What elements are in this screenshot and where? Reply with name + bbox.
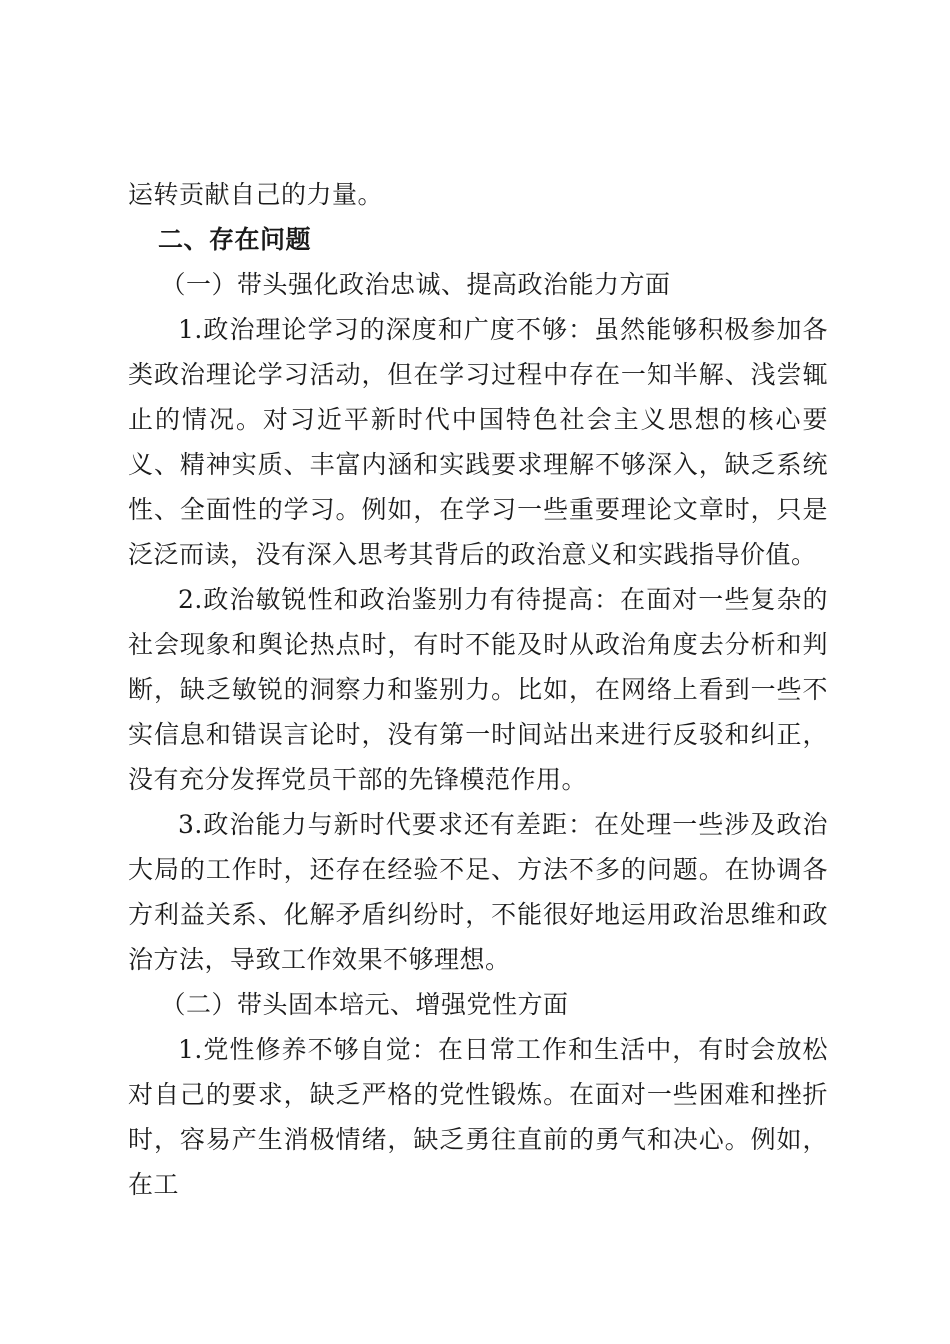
- paragraph-1-3: 3.政治能力与新时代要求还有差距：在处理一些涉及政治大局的工作时，还存在经验不足、方法不多的问题。在协调各方利益关系、化解矛盾纠纷时，不能很好地运用政治思维和政治方法，导致工作效果不够理想。: [128, 810, 828, 974]
- paragraph-2-1: 1.党性修养不够自觉：在日常工作和生活中，有时会放松对自己的要求，缺乏严格的党性锻炼。在面对一些困难和挫折时，容易产生消极情绪，缺乏勇往直前的勇气和决心。例如，在工: [128, 1035, 828, 1199]
- continuation-paragraph: 运转贡献自己的力量。: [128, 180, 384, 209]
- document-body: [128, 172, 828, 1207]
- paragraph-1-2: 2.政治敏锐性和政治鉴别力有待提高：在面对一些复杂的社会现象和舆论热点时，有时不能及时从政治角度去分析和判断，缺乏敏锐的洞察力和鉴别力。比如，在网络上看到一些不实信息和错误言论时，没有第一时间站出来进行反驳和纠正，没有充分发挥党员干部的先锋模范作用。: [128, 585, 828, 794]
- paragraph-1-1: 1.政治理论学习的深度和广度不够：虽然能够积极参加各类政治理论学习活动，但在学习过程中存在一知半解、浅尝辄止的情况。对习近平新时代中国特色社会主义思想的核心要义、精神实质、丰富内涵和实践要求理解不够深入，缺乏系统性、全面性的学习。例如，在学习一些重要理论文章时，只是泛泛而读，没有深入思考其背后的政治意义和实践指导价值。: [128, 315, 828, 569]
- subsection-heading-2: （二）带头固本培元、增强党性方面: [160, 990, 569, 1019]
- section-heading: 二、存在问题: [158, 225, 312, 254]
- subsection-heading-1: （一）带头强化政治忠诚、提高政治能力方面: [160, 270, 671, 299]
